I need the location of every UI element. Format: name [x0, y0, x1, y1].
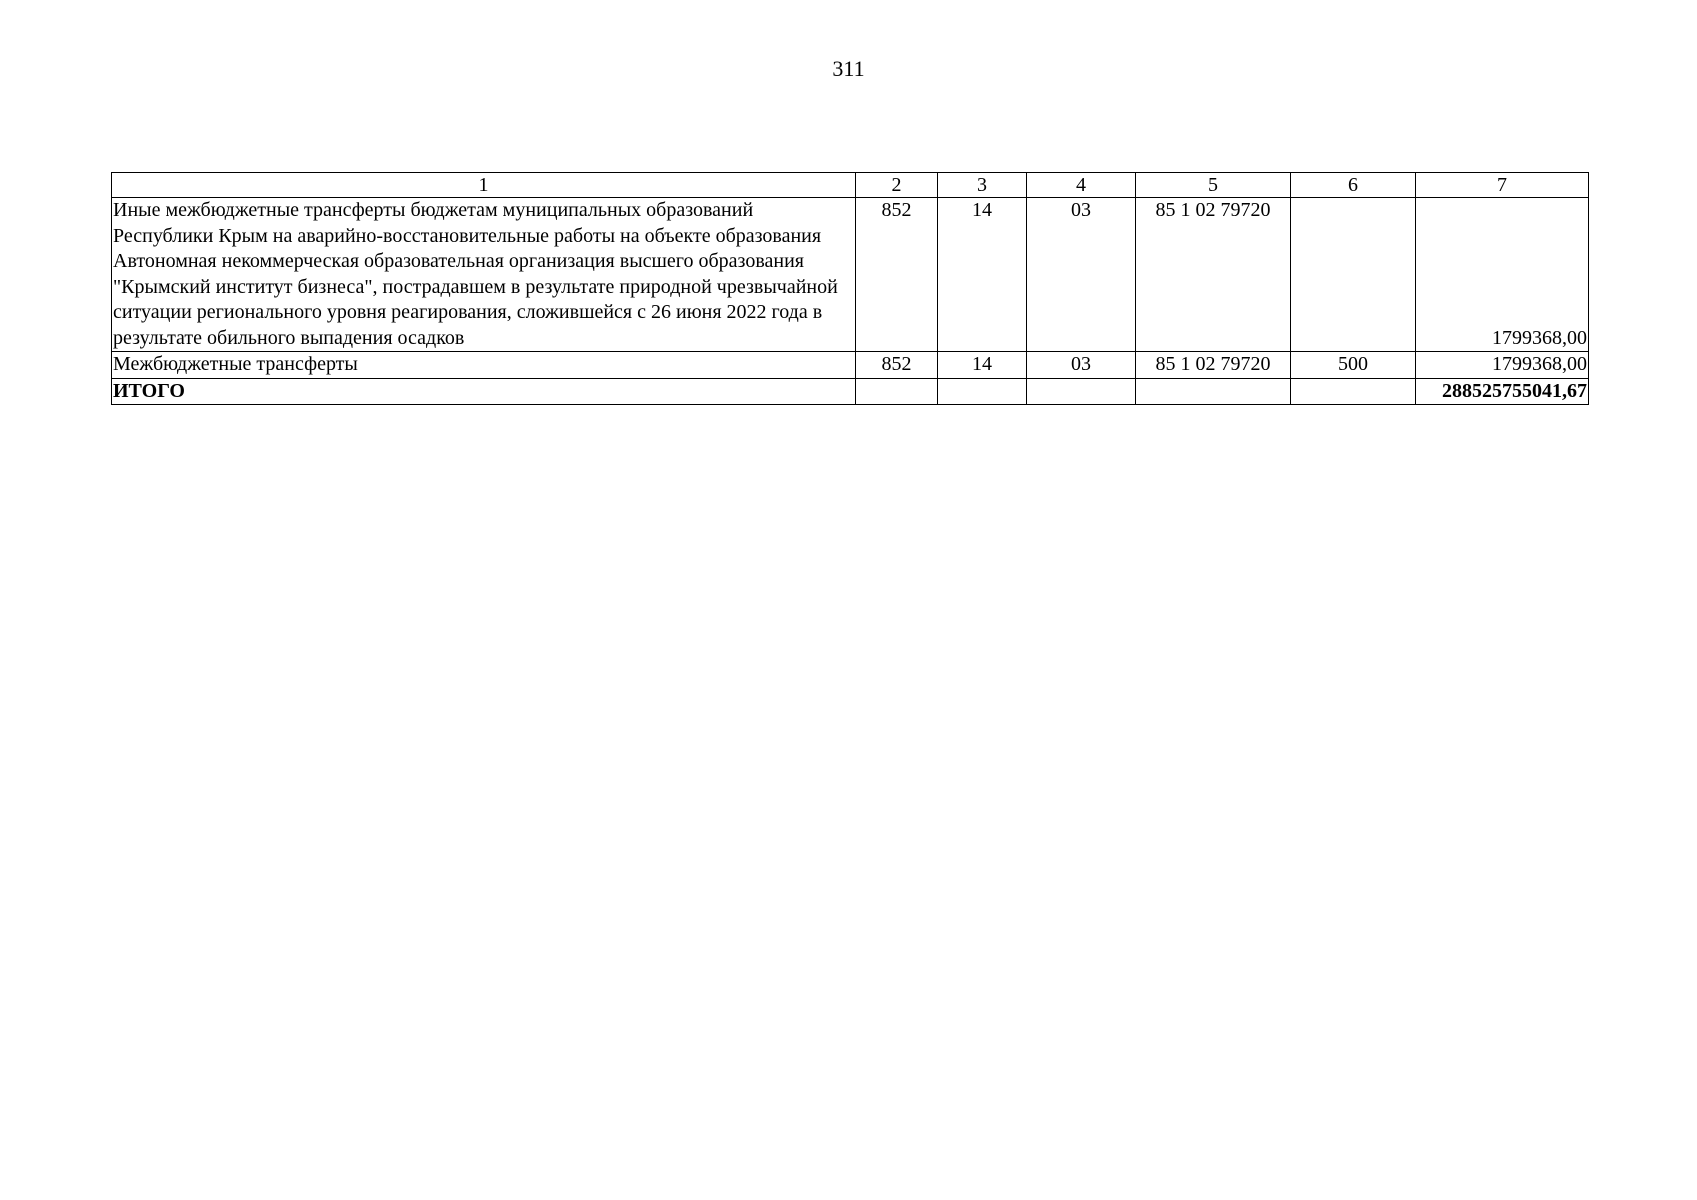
- total-amount: 288525755041,67: [1416, 378, 1589, 405]
- empty-cell: [1291, 378, 1416, 405]
- row-description: Межбюджетные трансферты: [112, 352, 856, 379]
- empty-cell: [1136, 378, 1291, 405]
- total-row: [112, 378, 1589, 405]
- row-code-2: 852: [856, 198, 938, 352]
- header-cell-2: 2: [856, 173, 938, 198]
- page-number: 311: [832, 56, 865, 81]
- row-code-5: 85 1 02 79720: [1136, 352, 1291, 379]
- row-code-3: 14: [938, 198, 1027, 352]
- header-cell-7: 7: [1416, 173, 1589, 198]
- empty-cell: [856, 378, 938, 405]
- row-code-6: [1291, 198, 1416, 352]
- total-label: ИТОГО: [112, 378, 856, 405]
- table-row: [112, 198, 1589, 352]
- table-row: [112, 352, 1589, 379]
- row-amount: 1799368,00: [1416, 352, 1589, 379]
- row-code-6: 500: [1291, 352, 1416, 379]
- empty-cell: [1027, 378, 1136, 405]
- row-code-5: 85 1 02 79720: [1136, 198, 1291, 352]
- row-description: Иные межбюджетные трансферты бюджетам муниципальных образований Республики Крым на аварийно-восстановительные работы на объекте образования Автономная некоммерческая образовательная организация высшего образования "Крымский институт бизнеса", пострадавшем в результате природной чрезвычайной ситуации регионального уровня реагирования, сложившейся с 26 июня 2022 года в результате обильного выпадения осадков: [112, 198, 856, 352]
- empty-cell: [938, 378, 1027, 405]
- header-cell-1: 1: [112, 173, 856, 198]
- header-cell-3: 3: [938, 173, 1027, 198]
- row-code-4: 03: [1027, 352, 1136, 379]
- row-code-4: 03: [1027, 198, 1136, 352]
- row-code-2: 852: [856, 352, 938, 379]
- header-cell-6: 6: [1291, 173, 1416, 198]
- header-cell-4: 4: [1027, 173, 1136, 198]
- row-code-3: 14: [938, 352, 1027, 379]
- row-amount: 1799368,00: [1416, 198, 1589, 352]
- table-header-row: [112, 173, 1589, 198]
- budget-table: [111, 172, 1589, 405]
- header-cell-5: 5: [1136, 173, 1291, 198]
